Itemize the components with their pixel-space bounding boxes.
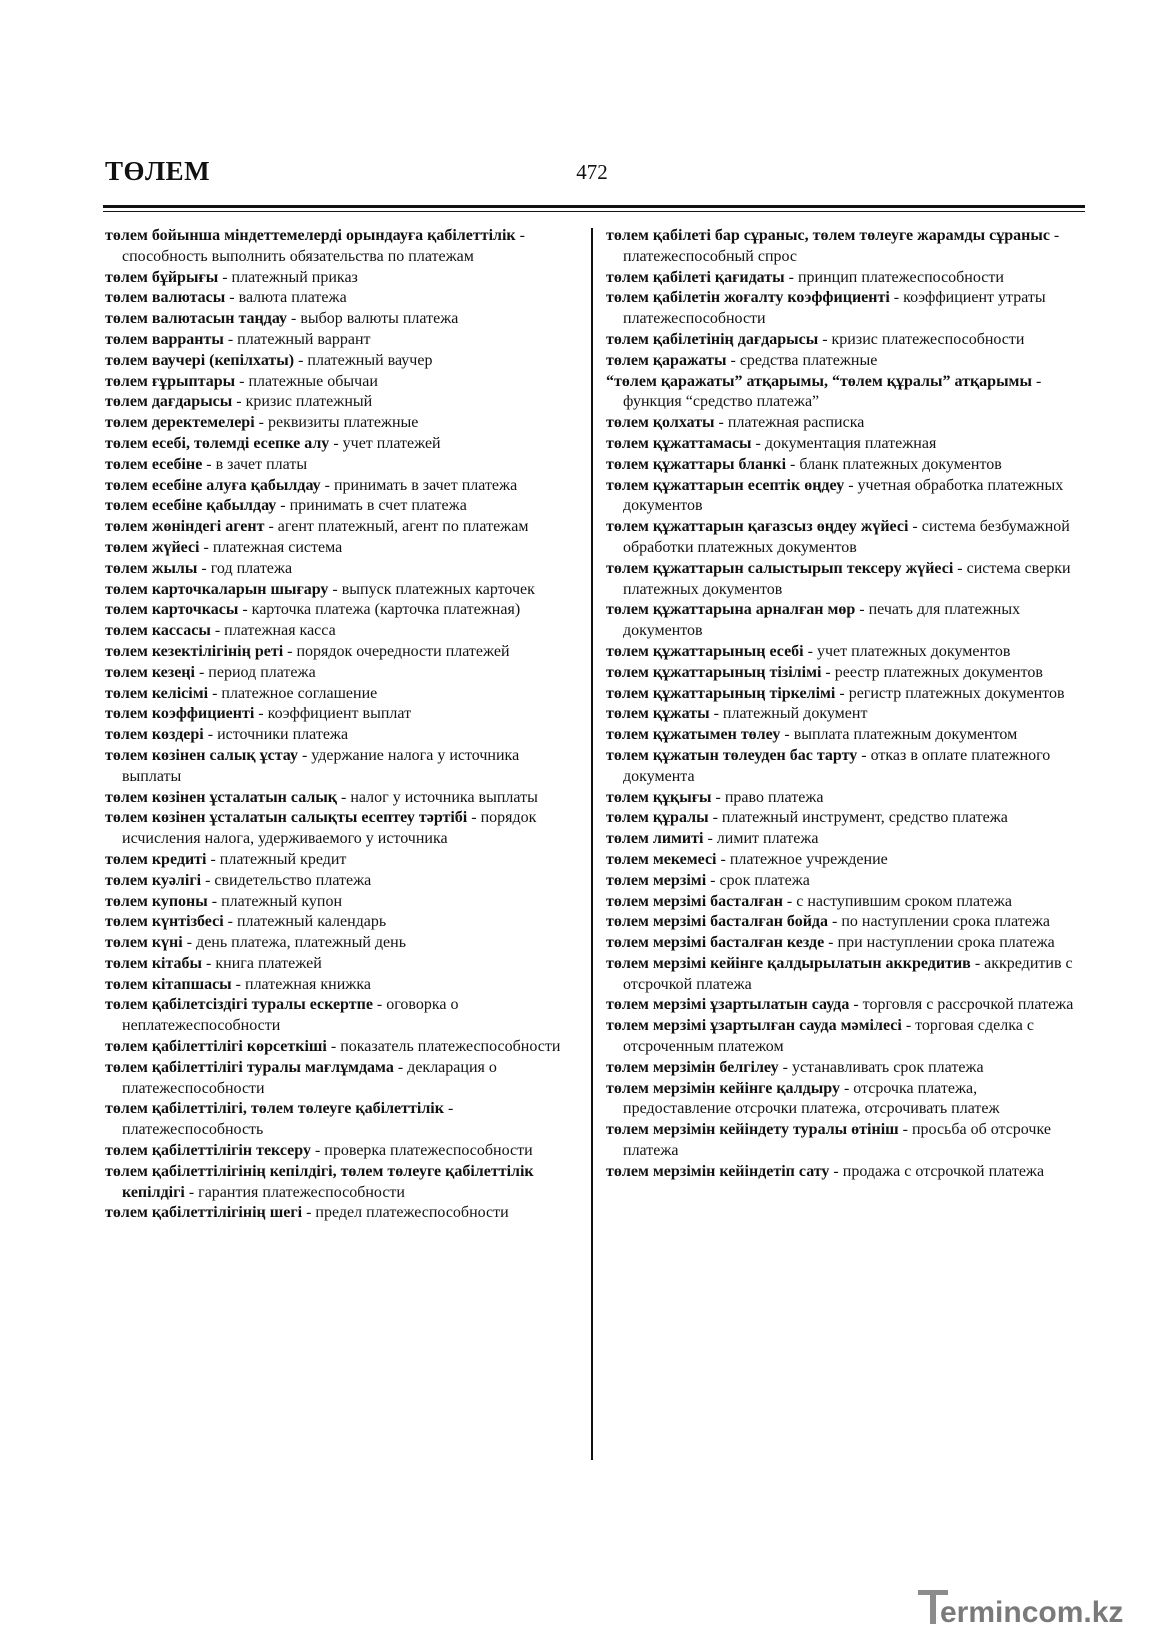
entry-definition: принимать в счет платежа	[289, 497, 467, 515]
dictionary-entry: төлем мерзімі басталған бойда - по наступлении срока платежа	[606, 913, 1051, 931]
entry-definition: удержание налога у источника выплаты	[122, 746, 520, 785]
entry-term: төлем коэффициенті	[105, 705, 255, 723]
entry-term: төлем мерзімін кейіндетіп сату	[606, 1162, 830, 1180]
entry-definition: учет платежей	[342, 434, 441, 452]
entry-definition: день платежа, платежный день	[196, 934, 406, 952]
entry-term: төлем күні	[105, 934, 183, 952]
entry-term: төлем күнтізбесі	[105, 913, 224, 931]
entry-definition: год платежа	[210, 559, 293, 577]
dictionary-entry: төлем құжаты - платежный документ	[606, 705, 868, 723]
entry-definition: платежный календарь	[236, 913, 387, 931]
dictionary-entry: төлем дағдарысы - кризис платежный	[105, 393, 373, 411]
entry-term: төлем құжаттарын есептік өңдеу	[606, 476, 845, 494]
entry-definition: платежный купон	[221, 892, 343, 910]
dictionary-entry: төлем құжаттары бланкі - бланк платежных документов	[606, 455, 1002, 473]
entry-definition: платежный приказ	[231, 268, 358, 286]
entry-definition: платежеспособный спрос	[623, 247, 798, 265]
entry-definition: аккредитив с отсрочкой платежа	[623, 954, 1073, 993]
entry-term: төлем мерзімін белгілеу	[606, 1058, 779, 1076]
entry-term: төлем кітапшасы	[105, 975, 232, 993]
dictionary-entry: төлем құжатымен төлеу - выплата платежным документом	[606, 726, 1018, 744]
entry-term: төлем кассасы	[105, 622, 211, 640]
entry-term: төлем мерзімі ұзартылған сауда мәмілесі	[606, 1017, 902, 1035]
entry-term: төлем валютасын таңдау	[105, 310, 288, 328]
entry-definition: способность выполнить обязательства по платежам	[122, 247, 474, 265]
entry-definition: документация платежная	[764, 434, 937, 452]
dictionary-entry: төлем кітапшасы - платежная книжка	[105, 975, 371, 993]
entry-term: төлем кредиті	[105, 850, 207, 868]
entry-definition: платежная система	[212, 538, 343, 556]
dictionary-entry: төлем мерзімі ұзартылатын сауда - торговля с рассрочкой платежа	[606, 996, 1074, 1014]
entry-definition: платежное соглашение	[221, 684, 378, 702]
entry-definition: печать для платежных документов	[623, 601, 1021, 640]
entry-term: төлем қабілетін жоғалту коэффициенті	[606, 289, 890, 307]
dictionary-entry: төлем көзінен салық ұстау - удержание налога у источника выплаты	[105, 746, 520, 785]
dictionary-entry: төлем мерзімін кейіндетіп сату - продажа с отсрочкой платежа	[606, 1162, 1045, 1180]
dictionary-entry: төлем бұйрығы - платежный приказ	[105, 268, 358, 286]
entry-term: төлем мерзімі басталған бойда	[606, 913, 829, 931]
entry-definition: период платежа	[208, 663, 316, 681]
entry-definition: платежная касса	[224, 622, 336, 640]
entry-term: төлем құжаттарының тіркелімі	[606, 684, 836, 702]
entry-term: төлем куәлігі	[105, 871, 202, 889]
entry-definition: проверка платежеспособности	[324, 1142, 533, 1160]
entry-definition: торговля с рассрочкой платежа	[862, 996, 1074, 1014]
entry-term: төлем құжаттарын қағазсыз өңдеу жүйесі	[606, 518, 909, 536]
entry-definition: принимать в зачет платежа	[333, 476, 518, 494]
entry-definition: порядок очередности платежей	[296, 642, 510, 660]
entry-term: төлем мерзімін кейінге қалдыру	[606, 1079, 840, 1097]
dictionary-entry: төлем құжаттарын салыстырып тексеру жүйесі - система сверки платежных документов	[606, 559, 1071, 598]
entry-definition: платежный документ	[722, 705, 868, 723]
dictionary-entry: “төлем қаражаты” атқарымы, “төлем құралы” атқарымы - функция “средство платежа”	[606, 372, 1042, 411]
entry-definition: декларация о платежеспособности	[122, 1058, 497, 1097]
dictionary-entry: төлем жылы - год платежа	[105, 559, 293, 577]
watermark-logo	[916, 1579, 1136, 1637]
entry-definition: гарантия платежеспособности	[198, 1183, 405, 1201]
entry-term: төлем бұйрығы	[105, 268, 219, 286]
entry-definition: налог у источника выплаты	[350, 788, 538, 806]
right-column	[606, 226, 1084, 1183]
dictionary-entry: төлем мерзімі басталған кезде - при наступлении срока платежа	[606, 934, 1055, 952]
dictionary-entry: төлем құжаттарын есептік өңдеу - учетная обработка платежных документов	[606, 476, 1064, 515]
dictionary-entry: төлем есебіне қабылдау - принимать в счет платежа	[105, 497, 467, 515]
dictionary-entry: төлем есебі, төлемді есепке алу - учет платежей	[105, 434, 441, 452]
dictionary-entry: төлем ваучері (кепілхаты) - платежный ваучер	[105, 351, 433, 369]
entry-term: төлем есебіне	[105, 455, 203, 473]
dictionary-entry: төлем кредиті - платежный кредит	[105, 850, 347, 868]
entry-definition: источники платежа	[217, 726, 349, 744]
watermark-logo-icon	[916, 1582, 1136, 1634]
entry-term: төлем кітабы	[105, 954, 203, 972]
entry-term: “төлем қаражаты” атқарымы, “төлем құралы” атқарымы	[606, 372, 1032, 390]
entry-term: төлем құжаттамасы	[606, 434, 752, 452]
dictionary-entry: төлем кезектілігінің реті - порядок очередности платежей	[105, 642, 510, 660]
entry-term: төлем құжаттарының тізілімі	[606, 663, 822, 681]
entry-term: төлем көзінен ұсталатын салықты есептеу тәртібі	[105, 809, 468, 827]
dictionary-entry: төлем карточкаларын шығару - выпуск платежных карточек	[105, 580, 535, 598]
dictionary-entry: төлем жөніндегі агент - агент платежный, агент по платежам	[105, 518, 529, 536]
entry-term: төлем қабілеттілігі, төлем төлеуге қабілеттілік	[105, 1100, 444, 1118]
entry-term: төлем мерзімі кейінге қалдырылатын аккредитив	[606, 954, 971, 972]
dictionary-entry: төлем мерзімі кейінге қалдырылатын аккредитив - аккредитив с отсрочкой платежа	[606, 954, 1073, 993]
running-head: ТӨЛЕМ	[105, 156, 211, 186]
entry-definition: платежные обычаи	[248, 372, 378, 390]
dictionary-entry: төлем есебіне алуға қабылдау - принимать в зачет платежа	[105, 476, 518, 494]
dictionary-entry: төлем қабілетсіздігі туралы ескертпе - оговорка о неплатежеспособности	[105, 996, 459, 1035]
entry-term: төлем қабілеттілігін тексеру	[105, 1142, 311, 1160]
dictionary-entry: төлем қабілеті қағидаты - принцип платежеспособности	[606, 268, 1004, 286]
entry-definition: карточка платежа (карточка платежная)	[251, 601, 521, 619]
entry-term: төлем құжаттарының есебі	[606, 642, 804, 660]
entry-definition: в зачет платы	[215, 455, 308, 473]
dictionary-entry: төлем карточкасы - карточка платежа (карточка платежная)	[105, 601, 521, 619]
dictionary-entry: төлем қабілеттілігінің кепілдігі, төлем төлеуге қабілеттілік кепілдігі - гарантия платежеспособности	[105, 1162, 534, 1201]
entry-definition: платежный варрант	[237, 330, 371, 348]
entry-definition: учет платежных документов	[816, 642, 1011, 660]
dictionary-entry: төлем қабілеттілігі, төлем төлеуге қабілеттілік - платежеспособность	[105, 1100, 454, 1139]
entry-definition: право платежа	[724, 788, 824, 806]
entry-definition: порядок исчисления налога, удерживаемого у источника	[122, 809, 537, 848]
entry-term: төлем құжаттары бланкі	[606, 455, 787, 473]
column-divider	[591, 228, 593, 1460]
entry-definition: платежная книжка	[245, 975, 371, 993]
entry-term: төлем мекемесі	[606, 850, 717, 868]
dictionary-entry: төлем құжаттарының есебі - учет платежных документов	[606, 642, 1011, 660]
entry-term: төлем кезектілігінің реті	[105, 642, 284, 660]
entry-definition: реквизиты платежные	[267, 414, 419, 432]
entry-term: төлем қабілеті бар сұраныс, төлем төлеуге жарамды сұраныс	[606, 227, 1050, 244]
entry-term: төлем құжаттарын салыстырып тексеру жүйесі	[606, 559, 954, 577]
entry-term: төлем көзінен ұсталатын салық	[105, 788, 338, 806]
dictionary-entry: төлем қолхаты - платежная расписка	[606, 414, 865, 432]
entry-definition: коэффициент выплат	[267, 705, 412, 723]
entry-term: төлем карточкаларын шығару	[105, 580, 329, 598]
dictionary-entry: төлем қаражаты - средства платежные	[606, 351, 878, 369]
dictionary-entry: төлем қабілеттілігінің шегі - предел платежеспособности	[105, 1204, 509, 1222]
entry-definition: свидетельство платежа	[214, 871, 372, 889]
dictionary-entry: төлем варранты - платежный варрант	[105, 330, 371, 348]
dictionary-entry: төлем құжаттарының тізілімі - реестр платежных документов	[606, 663, 1043, 681]
entry-term: төлем есебіне алуға қабылдау	[105, 476, 321, 494]
dictionary-entry: төлем ғұрыптары - платежные обычаи	[105, 372, 378, 390]
entry-definition: срок платежа	[719, 871, 810, 889]
entry-definition: торговая сделка с отсроченным платежом	[623, 1017, 1034, 1056]
entry-definition: принцип платежеспособности	[797, 268, 1004, 286]
entry-definition: агент платежный, агент по платежам	[277, 518, 529, 536]
dictionary-entry: төлем валютасы - валюта платежа	[105, 289, 347, 307]
entry-definition: платежный кредит	[219, 850, 347, 868]
entry-term: төлем құжатын төлеуден бас тарту	[606, 746, 858, 764]
entry-term: төлем қолхаты	[606, 414, 715, 432]
entry-term: төлем жүйесі	[105, 538, 200, 556]
entry-term: төлем мерзімі басталған	[606, 892, 783, 910]
entry-definition: коэффициент утраты платежеспособности	[623, 289, 1046, 328]
dictionary-entry: төлем кезеңі - период платежа	[105, 663, 316, 681]
entry-definition: выплата платежным документом	[793, 726, 1018, 744]
dictionary-entry: төлем құжаттарына арналған мөр - печать для платежных документов	[606, 601, 1021, 640]
left-column	[105, 226, 577, 1224]
entry-term: төлем жөніндегі агент	[105, 518, 265, 536]
entry-term: төлем қабілеттілігі көрсеткіші	[105, 1038, 327, 1056]
dictionary-entry: төлем валютасын таңдау - выбор валюты платежа	[105, 310, 459, 328]
entry-definition: бланк платежных документов	[799, 455, 1002, 473]
entry-definition: система безбумажной обработки платежных документов	[623, 518, 1070, 556]
entry-term: төлем құралы	[606, 809, 709, 827]
dictionary-entry: төлем көздері - источники платежа	[105, 726, 349, 744]
entry-term: төлем құжаттарына арналған мөр	[606, 601, 856, 619]
entry-term: төлем мерзімі ұзартылатын сауда	[606, 996, 850, 1014]
entry-definition: регистр платежных документов	[848, 684, 1065, 702]
entry-term: төлем мерзімін кейіндету туралы өтініш	[606, 1121, 899, 1139]
entry-definition: платежная расписка	[727, 414, 865, 432]
entry-definition: оговорка о неплатежеспособности	[122, 996, 459, 1035]
entry-definition: кризис платежеспособности	[831, 330, 1025, 348]
dictionary-entry: төлем күнтізбесі - платежный календарь	[105, 913, 387, 931]
entry-term: төлем құжатымен төлеу	[606, 726, 781, 744]
dictionary-entry: төлем лимиті - лимит платежа	[606, 830, 819, 848]
entry-term: төлем мерзімі	[606, 871, 707, 889]
entry-definition: система сверки платежных документов	[623, 559, 1071, 598]
entry-term: төлем қабілетсіздігі туралы ескертпе	[105, 996, 373, 1014]
entry-term: төлем варранты	[105, 330, 224, 348]
header-rule-thin	[103, 211, 1085, 212]
entry-term: төлем карточкасы	[105, 601, 239, 619]
entry-definition: кризис платежный	[245, 393, 373, 411]
dictionary-entry: төлем деректемелері - реквизиты платежные	[105, 414, 419, 432]
entry-term: төлем купоны	[105, 892, 208, 910]
entry-definition: лимит платежа	[716, 830, 819, 848]
dictionary-entry: төлем құжатын төлеуден бас тарту - отказ в оплате платежного документа	[606, 746, 1051, 785]
dictionary-entry: төлем мерзімін кейіндету туралы өтініш - просьба об отсрочке платежа	[606, 1121, 1051, 1160]
entry-term: төлем бойынша міндеттемелерді орындауға қабілеттілік	[105, 227, 516, 244]
entry-term: төлем қабілеттілігінің шегі	[105, 1204, 303, 1222]
entry-definition: платежный ваучер	[307, 351, 433, 369]
entry-definition: книга платежей	[215, 954, 322, 972]
entry-term: төлем есебіне қабылдау	[105, 497, 277, 515]
dictionary-entry: төлем мерзімін белгілеу - устанавливать срок платежа	[606, 1058, 984, 1076]
entry-term: төлем қабілеттілігі туралы мағлұмдама	[105, 1058, 394, 1076]
entry-definition: выбор валюты платежа	[300, 310, 459, 328]
entry-term: төлем есебі, төлемді есепке алу	[105, 434, 330, 452]
watermark-text: ermincom.kz	[940, 1596, 1124, 1629]
entry-term: төлем қаражаты	[606, 351, 727, 369]
entry-definition: при наступлении срока платежа	[837, 934, 1055, 952]
dictionary-entry: төлем бойынша міндеттемелерді орындауға қабілеттілік - способность выполнить обязательства по платежам	[105, 227, 525, 265]
dictionary-entry: төлем кітабы - книга платежей	[105, 954, 322, 972]
dictionary-entry: төлем құжаттарының тіркелімі - регистр платежных документов	[606, 684, 1065, 702]
entry-term: төлем қабілеттілігінің кепілдігі, төлем төлеуге қабілеттілік кепілдігі	[105, 1162, 534, 1201]
entry-term: төлем ғұрыптары	[105, 372, 236, 390]
dictionary-entry: төлем келісімі - платежное соглашение	[105, 684, 378, 702]
dictionary-entry: төлем құқығы - право платежа	[606, 788, 824, 806]
entry-term: төлем дағдарысы	[105, 393, 233, 411]
dictionary-entry: төлем құжаттарын қағазсыз өңдеу жүйесі - система безбумажной обработки платежных документов	[606, 518, 1070, 556]
entry-definition: реестр платежных документов	[834, 663, 1043, 681]
dictionary-entry: төлем коэффициенті - коэффициент выплат	[105, 705, 412, 723]
dictionary-entry: төлем мерзімі басталған - с наступившим сроком платежа	[606, 892, 1012, 910]
entry-definition: валюта платежа	[238, 289, 347, 307]
dictionary-entry: төлем құжаттамасы - документация платежная	[606, 434, 937, 452]
dictionary-entry: төлем есебіне - в зачет платы	[105, 455, 308, 473]
dictionary-entry: төлем мерзімі - срок платежа	[606, 871, 810, 889]
entry-definition: с наступившим сроком платежа	[796, 892, 1012, 910]
entry-definition: платежное учреждение	[729, 850, 888, 868]
entry-definition: выпуск платежных карточек	[341, 580, 535, 598]
dictionary-entry: төлем жүйесі - платежная система	[105, 538, 343, 556]
entry-term: төлем құқығы	[606, 788, 712, 806]
dictionary-entry: төлем көзінен ұсталатын салықты есептеу тәртібі - порядок исчисления налога, удерживаемого у источника	[105, 809, 537, 848]
dictionary-entry: төлем мерзімі ұзартылған сауда мәмілесі - торговая сделка с отсроченным платежом	[606, 1017, 1034, 1056]
entry-definition: отказ в оплате платежного документа	[623, 746, 1051, 785]
entry-definition: просьба об отсрочке платежа	[623, 1121, 1051, 1160]
page-number: 472	[576, 160, 608, 184]
dictionary-entry: төлем қабілеттілігі туралы мағлұмдама - декларация о платежеспособности	[105, 1058, 497, 1097]
entry-definition: предел платежеспособности	[315, 1204, 509, 1222]
entry-definition: функция “средство платежа”	[623, 393, 820, 411]
dictionary-entry: төлем мерзімін кейінге қалдыру - отсрочка платежа, предоставление отсрочки платежа, отсрочивать платеж	[606, 1079, 1000, 1118]
dictionary-entry: төлем кассасы - платежная касса	[105, 622, 336, 640]
entry-term: төлем жылы	[105, 559, 198, 577]
entry-term: төлем мерзімі басталған кезде	[606, 934, 825, 952]
entry-definition: по наступлении срока платежа	[841, 913, 1051, 931]
entry-term: төлем көзінен салық ұстау	[105, 746, 298, 764]
entry-definition: отсрочка платежа, предоставление отсрочки платежа, отсрочивать платеж	[623, 1079, 1000, 1118]
entry-definition: платежный инструмент, средство платежа	[721, 809, 1008, 827]
entry-term: төлем кезеңі	[105, 663, 195, 681]
entry-definition: платежеспособность	[122, 1121, 264, 1139]
entry-term: төлем құжаты	[606, 705, 710, 723]
dictionary-entry: төлем құралы - платежный инструмент, средство платежа	[606, 809, 1008, 827]
dictionary-entry: төлем куәлігі - свидетельство платежа	[105, 871, 372, 889]
entry-definition: учетная обработка платежных документов	[623, 476, 1064, 515]
dictionary-entry: төлем қабілетінің дағдарысы - кризис платежеспособности	[606, 330, 1025, 348]
entry-term: төлем көздері	[105, 726, 204, 744]
entry-term: төлем лимиті	[606, 830, 704, 848]
dictionary-entry: төлем мекемесі - платежное учреждение	[606, 850, 888, 868]
dictionary-entry: төлем көзінен ұсталатын салық - налог у источника выплаты	[105, 788, 538, 806]
dictionary-entry: төлем қабілеттілігін тексеру - проверка платежеспособности	[105, 1142, 533, 1160]
entry-definition: продажа с отсрочкой платежа	[842, 1162, 1045, 1180]
entry-term: төлем қабілеті қағидаты	[606, 268, 785, 286]
entry-term: төлем валютасы	[105, 289, 226, 307]
entry-term: төлем деректемелері	[105, 414, 255, 432]
dictionary-entry: төлем күні - день платежа, платежный день	[105, 934, 406, 952]
entry-term: төлем келісімі	[105, 684, 209, 702]
dictionary-entry: төлем қабілеті бар сұраныс, төлем төлеуге жарамды сұраныс - платежеспособный спрос	[606, 227, 1060, 265]
dictionary-entry: төлем купоны - платежный купон	[105, 892, 343, 910]
entry-definition: средства платежные	[739, 351, 878, 369]
header-rule-thick	[103, 205, 1085, 208]
entry-term: төлем ваучері (кепілхаты)	[105, 351, 295, 369]
entry-definition: устанавливать срок платежа	[791, 1058, 984, 1076]
dictionary-entry: төлем қабілеттілігі көрсеткіші - показатель платежеспособности	[105, 1038, 561, 1056]
entry-term: төлем қабілетінің дағдарысы	[606, 330, 819, 348]
entry-definition: показатель платежеспособности	[340, 1038, 561, 1056]
dictionary-entry: төлем қабілетін жоғалту коэффициенті - коэффициент утраты платежеспособности	[606, 289, 1046, 328]
